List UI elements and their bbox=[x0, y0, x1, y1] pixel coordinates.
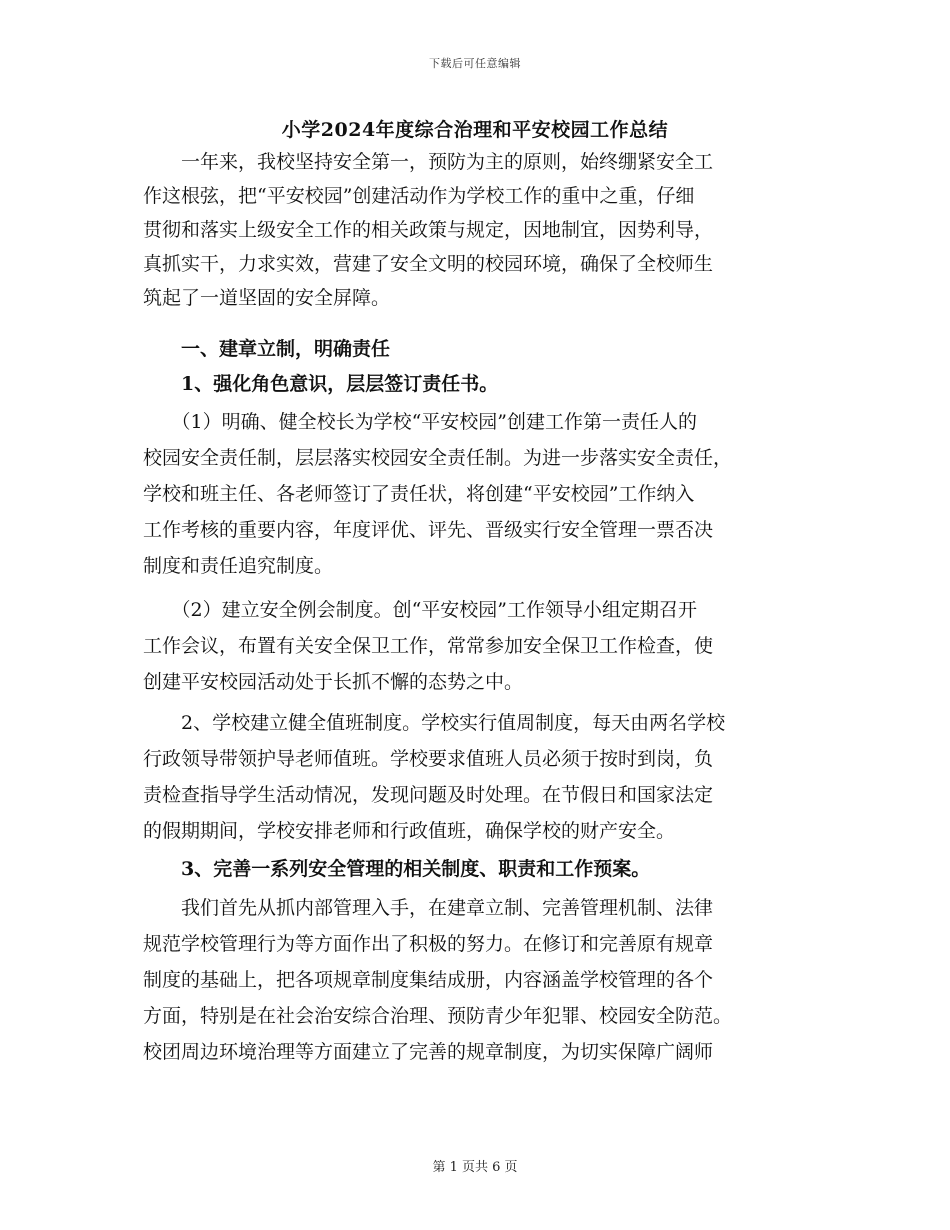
body-line: 贯彻和落实上级安全工作的相关政策与规定，因地制宜，因势利导， bbox=[143, 219, 714, 241]
header-note: 下载后可任意编辑 bbox=[429, 57, 521, 70]
section-heading: 一、建章立制，明确责任 bbox=[143, 338, 391, 360]
body-line: 工作会议，布置有关安全保卫工作，常常参加安全保卫工作检查，使 bbox=[143, 635, 714, 657]
body-line: 创建平安校园活动处于长抓不懈的态势之中。 bbox=[143, 671, 524, 693]
body-line: 我们首先从抓内部管理入手，在建章立制、完善管理机制、法律 bbox=[143, 897, 714, 919]
body-line: （2）建立安全例会制度。创“平安校园”工作领导小组定期召开 bbox=[143, 599, 698, 621]
body-line: 责检查指导学生活动情况，发现问题及时处理。在节假日和国家法定 bbox=[143, 784, 714, 806]
body-line: 2、学校建立健全值班制度。学校实行值周制度，每天由两名学校 bbox=[143, 712, 726, 734]
body-line: （1）明确、健全校长为学校“平安校园”创建工作第一责任人的 bbox=[143, 411, 698, 433]
body-line: 规范学校管理行为等方面作出了积极的努力。在修订和完善原有规章 bbox=[143, 933, 714, 955]
subsection-heading: 1、强化角色意识，层层签订责任书。 bbox=[143, 373, 499, 395]
body-line: 一年来，我校坚持安全第一，预防为主的原则，始终绷紧安全工 bbox=[143, 151, 714, 173]
body-line: 制度的基础上，把各项规章制度集结成册，内容涵盖学校管理的各个 bbox=[143, 969, 714, 991]
body-line: 的假期期间，学校安排老师和行政值班，确保学校的财产安全。 bbox=[143, 820, 676, 842]
body-line: 筑起了一道坚固的安全屏障。 bbox=[143, 287, 391, 309]
body-line: 校团周边环境治理等方面建立了完善的规章制度，为切实保障广阔师 bbox=[143, 1041, 714, 1063]
document-title: 小学2024年度综合治理和平安校园工作总结 bbox=[281, 119, 669, 141]
body-line: 真抓实干，力求实效，营建了安全文明的校园环境，确保了全校师生 bbox=[143, 253, 714, 275]
body-line: 方面，特别是在社会治安综合治理、预防青少年犯罪、校园安全防范。 bbox=[143, 1005, 733, 1027]
body-line: 工作考核的重要内容，年度评优、评先、晋级实行安全管理一票否决 bbox=[143, 519, 714, 541]
body-line: 校园安全责任制，层层落实校园安全责任制。为进一步落实安全责任， bbox=[143, 447, 733, 469]
body-line: 作这根弦，把“平安校园”创建活动作为学校工作的重中之重，仔细 bbox=[143, 185, 695, 207]
body-line: 制度和责任追究制度。 bbox=[143, 555, 334, 577]
subsection-heading: 3、完善一系列安全管理的相关制度、职责和工作预案。 bbox=[143, 858, 651, 880]
body-line: 学校和班主任、各老师签订了责任状，将创建“平安校园”工作纳入 bbox=[143, 483, 695, 505]
body-line: 行政领导带领护导老师值班。学校要求值班人员必须于按时到岗，负 bbox=[143, 748, 714, 770]
page-footer: 第 1 页共 6 页 bbox=[432, 1160, 518, 1175]
